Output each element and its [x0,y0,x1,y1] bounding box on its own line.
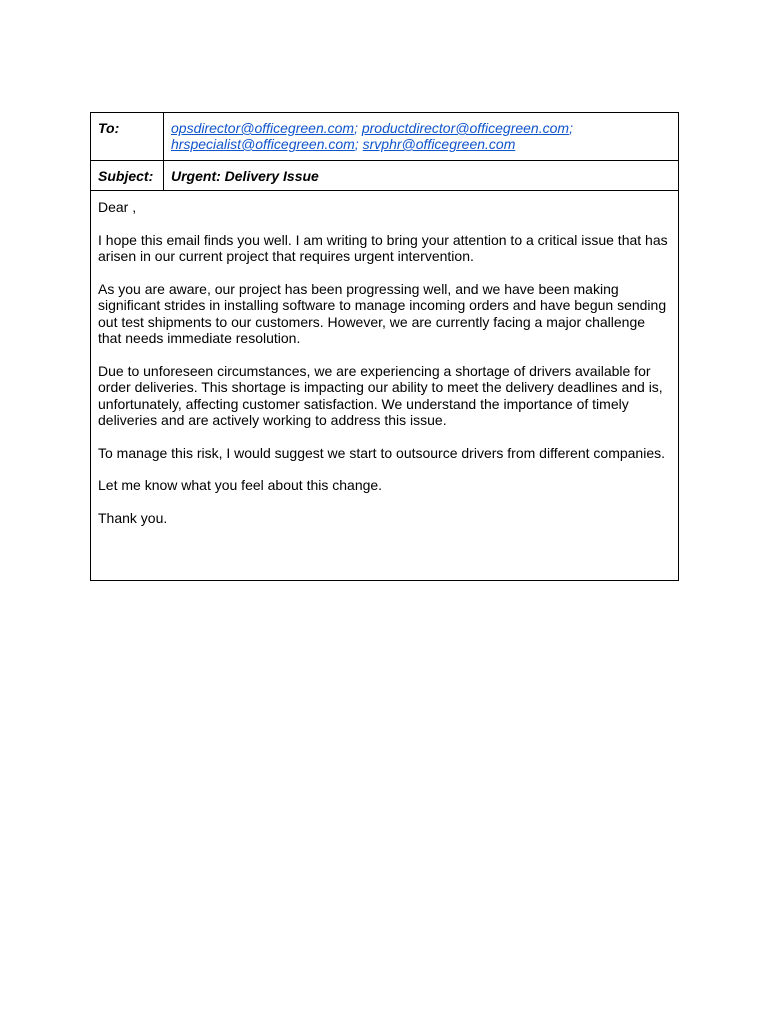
recipient-link[interactable]: srvphr@officegreen.com [362,136,516,152]
recipient-link[interactable]: opsdirector@officegreen.com [171,120,355,136]
subject-value: Urgent: Delivery Issue [171,168,319,184]
closing: Thank you. [98,509,168,526]
recipients-field [164,113,678,160]
body-paragraph: Let me know what you feel about this change. [98,477,383,493]
body-paragraph: I hope this email finds you well. I am writing to bring your attention to a critical issue that has arisen in our current project that requires urgent intervention. [98,231,668,264]
recipient-link[interactable]: productdirector@officegreen.com [361,120,570,136]
to-row [91,113,678,161]
body-paragraph: Due to unforeseen circumstances, we are experiencing a shortage of drivers available for order deliveries. This shortage is impacting our ability to meet the delivery deadlines and is, unfortunately, affecting customer satisfaction. We understand the importance of timely deliveries and are actively working to address this issue. [98,362,663,428]
body-paragraph: As you are aware, our project has been progressing well, and we have been making significant strides in installing software to manage incoming orders and have begun sending out test shipments to our customers. However, we are currently facing a major challenge that needs immediate resolution. [98,280,667,346]
subject-row [91,161,678,191]
recipient-separator: ; [569,120,573,136]
to-label: To: [91,113,164,160]
recipient-separator: ; [354,120,358,136]
greeting: Dear , [98,199,137,215]
body-paragraph: To manage this risk, I would suggest we start to outsource drivers from different companies. [98,444,665,461]
recipient-link[interactable]: hrspecialist@officegreen.com [171,136,355,152]
subject-label: Subject: [91,161,164,190]
recipient-separator: ; [354,136,359,152]
email-body [91,191,678,580]
email-table [90,112,679,581]
